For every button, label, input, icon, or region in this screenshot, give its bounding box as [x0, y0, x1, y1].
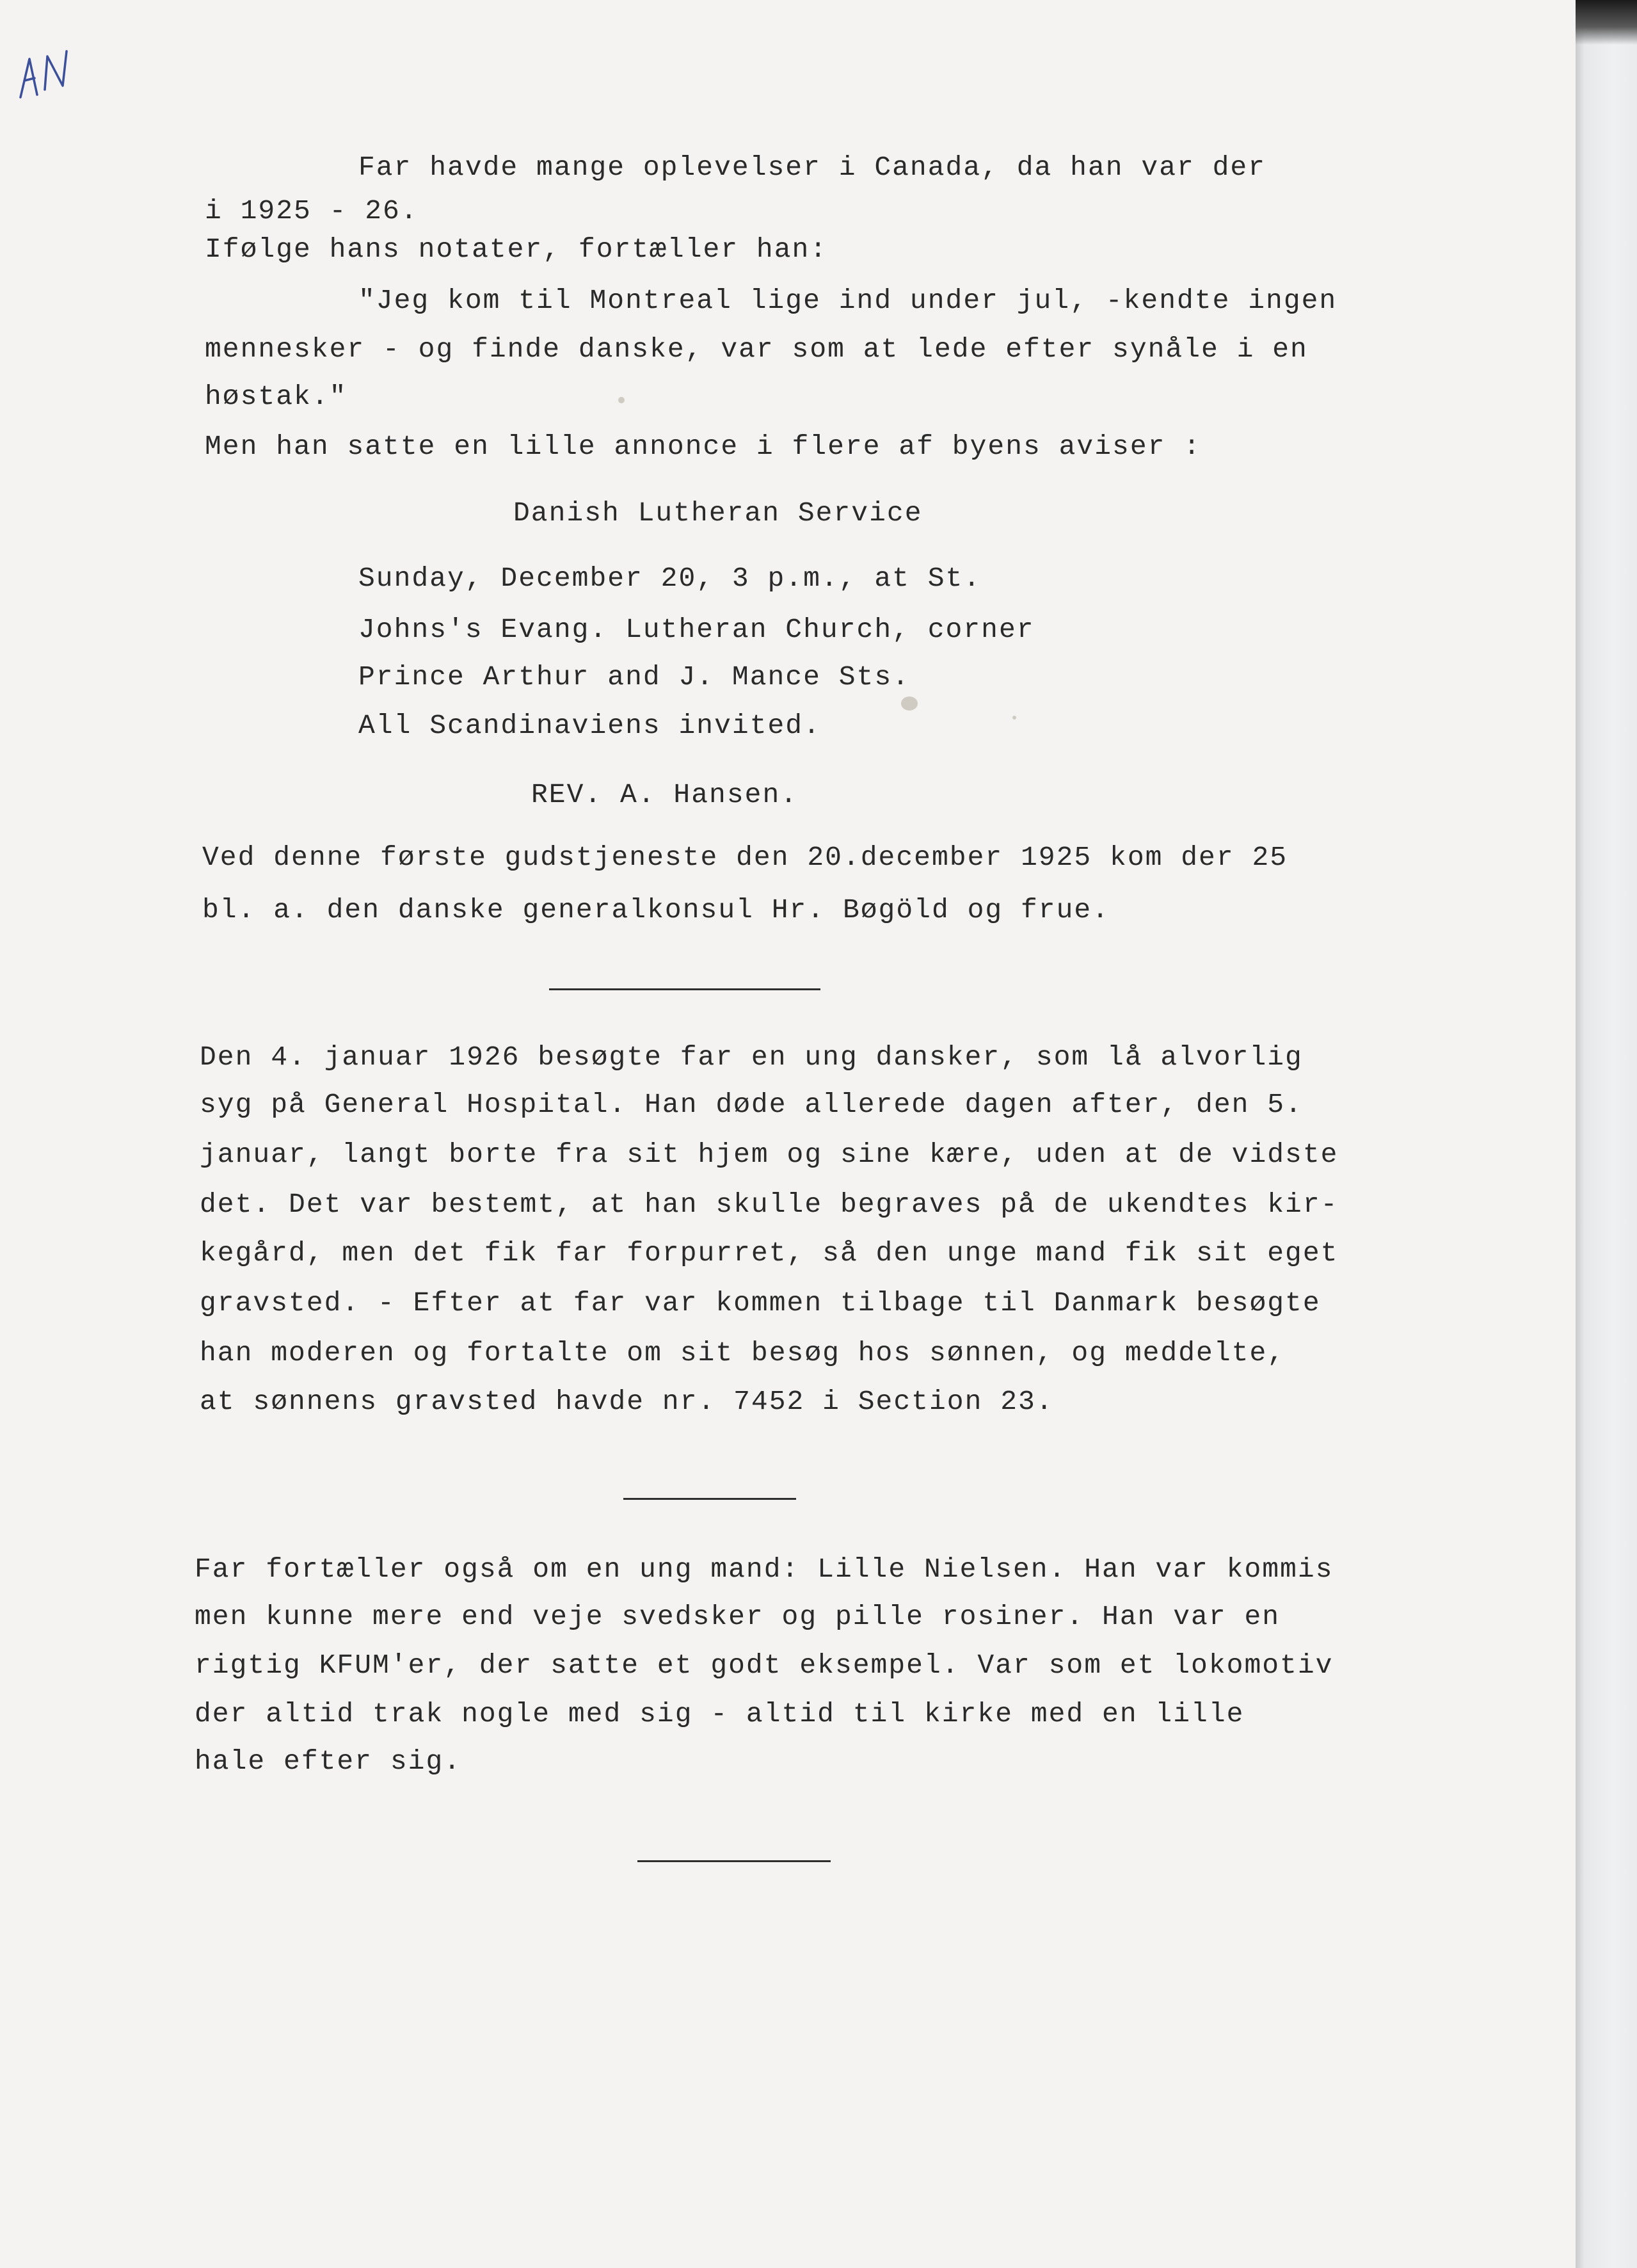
scanner-background	[1576, 0, 1637, 2268]
scanner-shadow	[1576, 0, 1637, 45]
handwritten-initials	[15, 45, 73, 109]
advert-line: All Scandinaviens invited.	[358, 710, 821, 741]
section-divider	[637, 1860, 831, 1862]
text-line: Ifølge hans notater, fortæller han:	[205, 234, 828, 265]
text-line: mennesker - og finde danske, var som at lede efter synåle i en	[205, 334, 1308, 365]
text-line: at sønnens gravsted havde nr. 7452 i Section 23.	[200, 1386, 1054, 1417]
text-line: "Jeg kom til Montreal lige ind under jul, -kendte ingen	[358, 285, 1338, 316]
paper-speck	[618, 397, 625, 403]
text-line: i 1925 - 26.	[205, 195, 419, 227]
advert-line: Johns's Evang. Lutheran Church, corner	[358, 614, 1035, 645]
text-line: Den 4. januar 1926 besøgte far en ung dansker, som lå alvorlig	[200, 1042, 1303, 1073]
text-line: høstak."	[205, 381, 347, 412]
advert-line: Sunday, December 20, 3 p.m., at St.	[358, 563, 982, 594]
text-line: Far fortæller også om en ung mand: Lille Nielsen. Han var kommis	[195, 1554, 1334, 1585]
text-line: Men han satte en lille annonce i flere af byens aviser :	[205, 431, 1202, 462]
text-line: hale efter sig.	[195, 1746, 462, 1777]
text-line: det. Det var bestemt, at han skulle begraves på de ukendtes kir-	[200, 1189, 1339, 1220]
text-line: bl. a. den danske generalkonsul Hr. Bøgöld og frue.	[202, 894, 1110, 926]
paper-speck	[1012, 716, 1016, 720]
text-line: rigtig KFUM'er, der satte et godt eksempel. Var som et lokomotiv	[195, 1650, 1334, 1681]
section-divider	[623, 1498, 796, 1500]
text-line: kegård, men det fik far forpurret, så den unge mand fik sit eget	[200, 1237, 1339, 1269]
advert-heading: Danish Lutheran Service	[513, 497, 923, 529]
section-divider	[549, 988, 820, 990]
advert-signature: REV. A. Hansen.	[531, 779, 799, 810]
paper-speck	[901, 696, 918, 711]
text-line: gravsted. - Efter at far var kommen tilbage til Danmark besøgte	[200, 1287, 1321, 1319]
text-line: Ved denne første gudstjeneste den 20.december 1925 kom der 25	[202, 842, 1288, 873]
advert-line: Prince Arthur and J. Mance Sts.	[358, 661, 910, 693]
text-line: syg på General Hospital. Han døde allerede dagen after, den 5.	[200, 1089, 1303, 1120]
text-line: Far havde mange oplevelser i Canada, da han var der	[358, 152, 1266, 183]
text-line: der altid trak nogle med sig - altid til kirke med en lille	[195, 1698, 1245, 1730]
text-line: januar, langt borte fra sit hjem og sine kære, uden at de vidste	[200, 1139, 1339, 1170]
text-line: men kunne mere end veje svedsker og pille rosiner. Han var en	[195, 1601, 1281, 1632]
text-line: han moderen og fortalte om sit besøg hos sønnen, og meddelte,	[200, 1337, 1286, 1369]
